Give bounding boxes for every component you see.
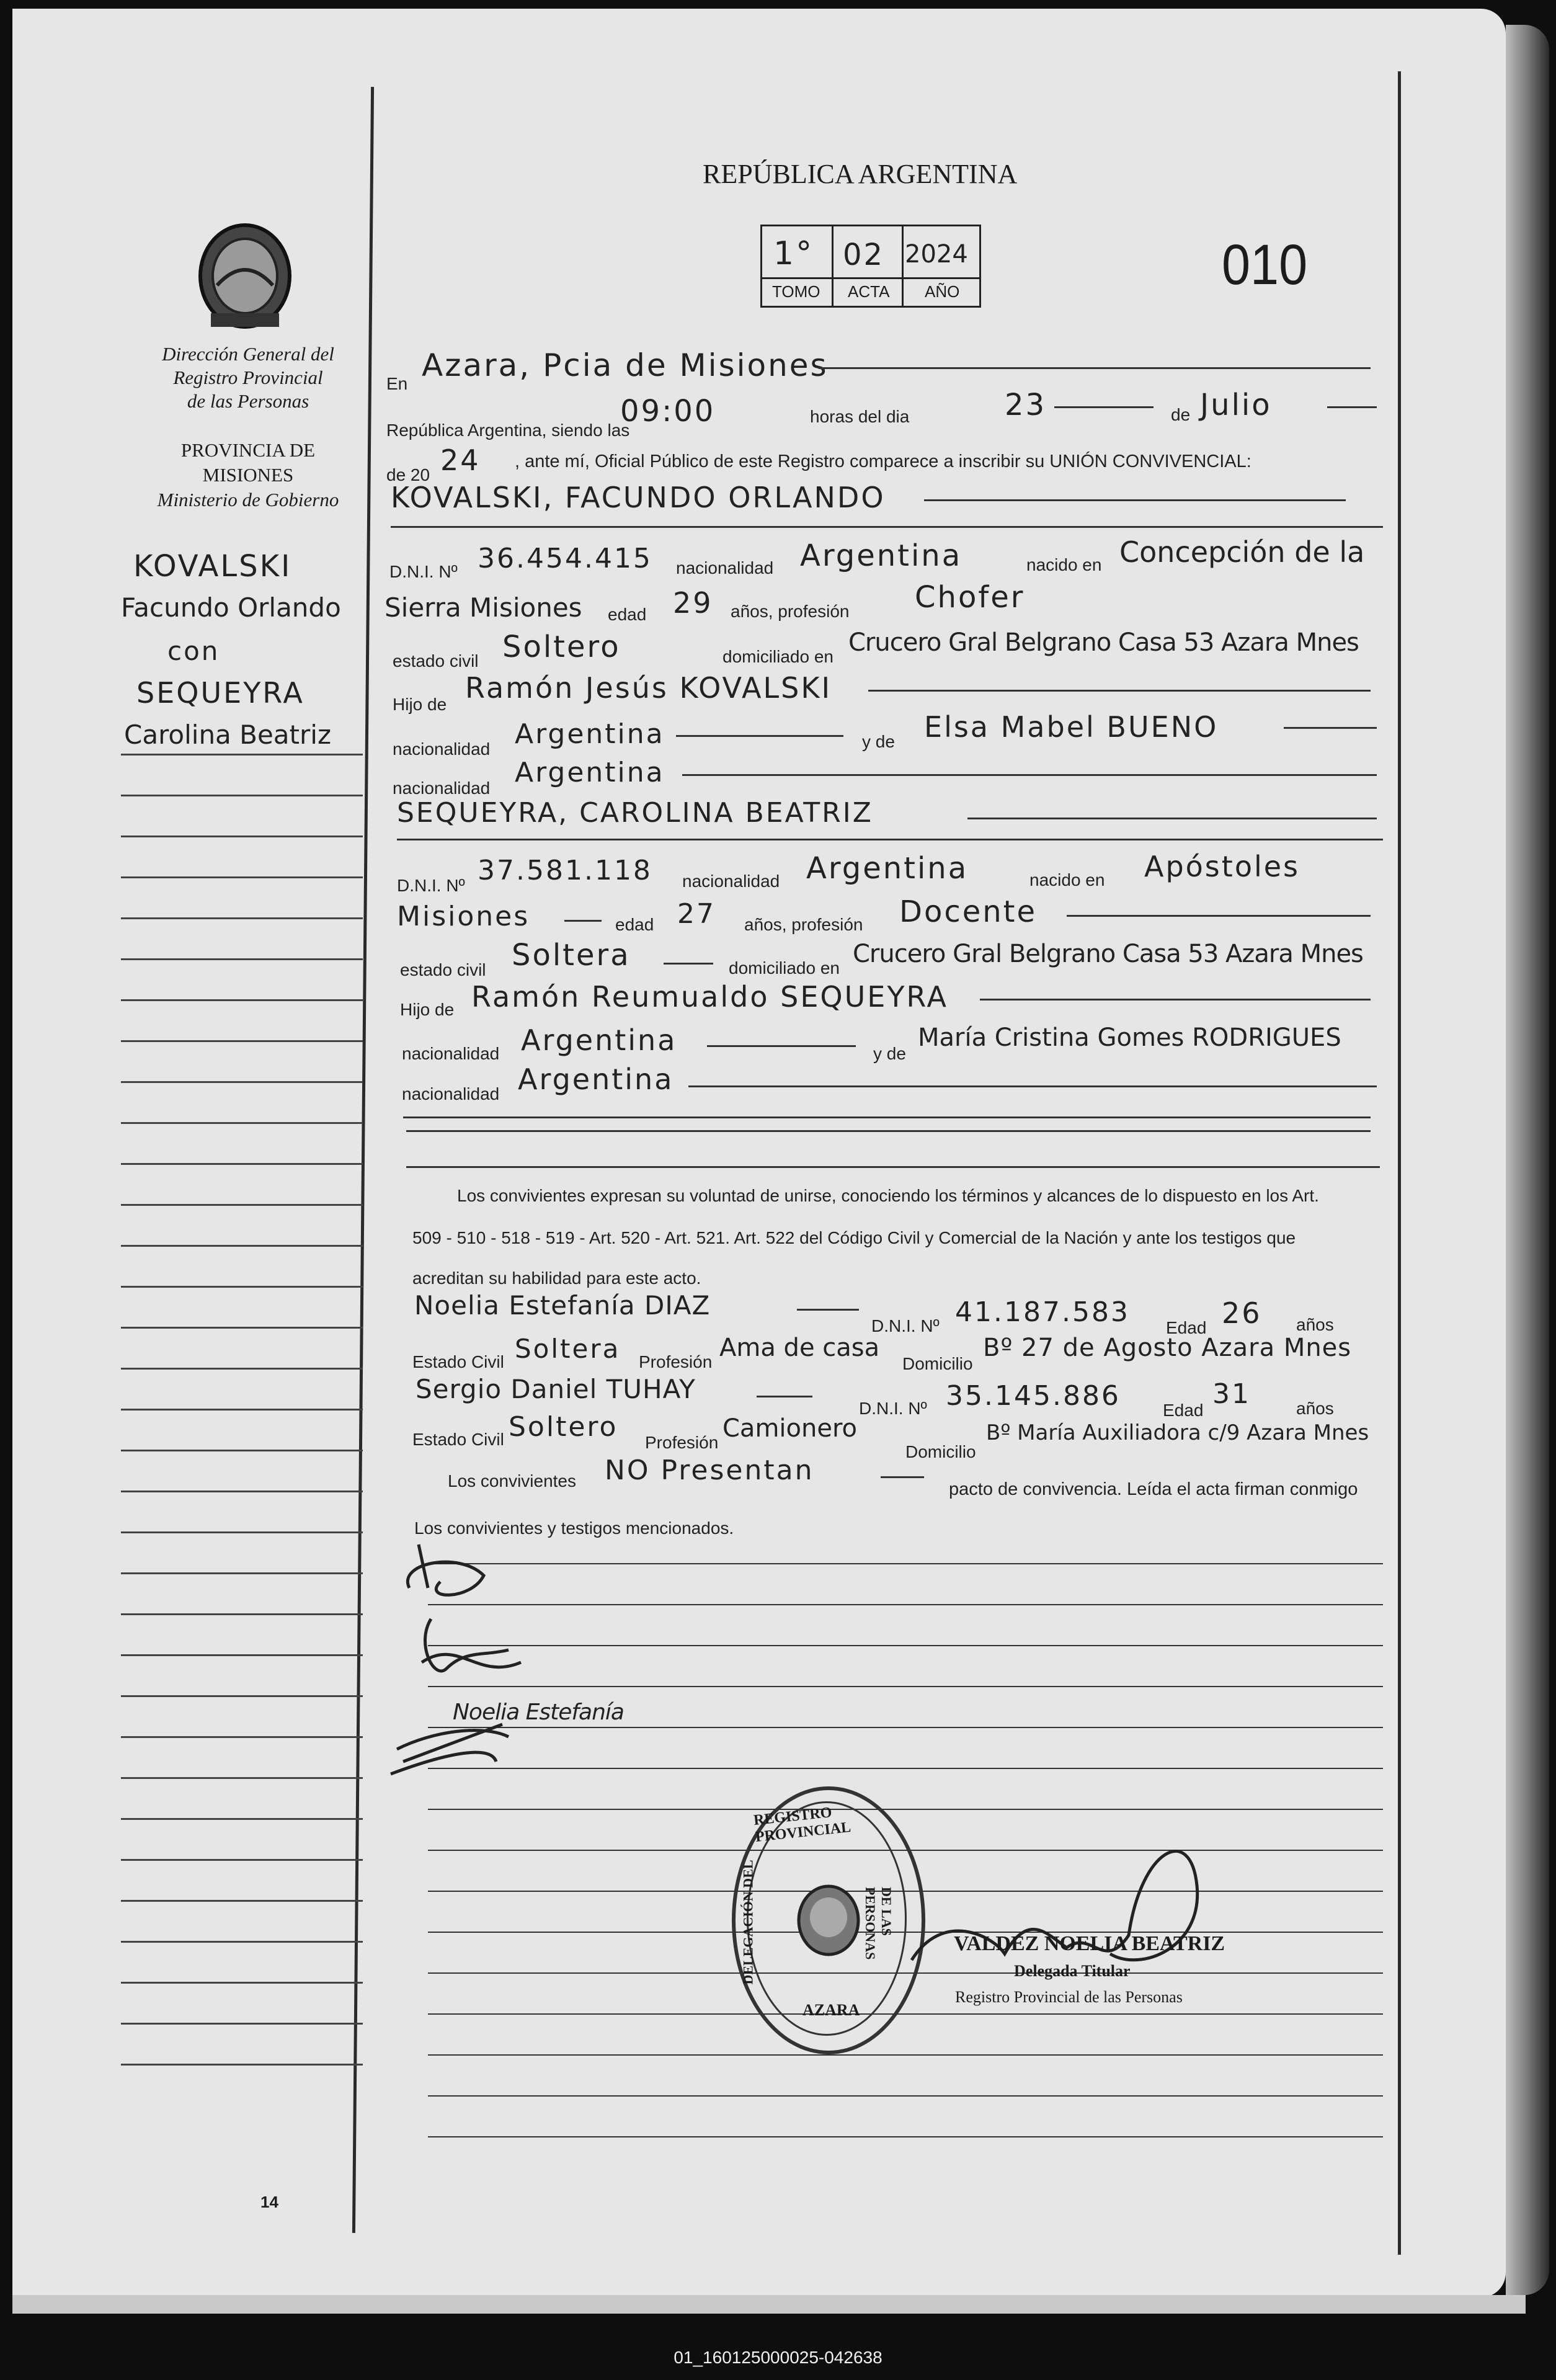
label-edad-2: edad xyxy=(615,915,654,934)
label-horas: horas del dia xyxy=(810,407,910,426)
person1-dni: 36.454.415 xyxy=(478,543,652,574)
pact-text: pacto de convivencia. Leída el acta firman conmigo xyxy=(949,1479,1358,1499)
person2-nationality: Argentina xyxy=(806,851,969,886)
office-line-3: de las Personas xyxy=(187,390,309,412)
label-w1-dom: Domicilio xyxy=(902,1354,973,1373)
act-place: Azara, Pcia de Misiones xyxy=(422,347,829,383)
margin-note-2: Facundo Orlando xyxy=(121,592,341,623)
witness1-dni: 41.187.583 xyxy=(955,1296,1130,1328)
margin-ruled-line xyxy=(121,1286,363,1288)
witness1-civil-status: Soltera xyxy=(515,1334,621,1364)
label-yde-2: y de xyxy=(873,1044,906,1063)
office-line-1: Dirección General del xyxy=(162,343,334,365)
margin-ruled-line xyxy=(121,1736,363,1738)
label-w2-prof: Profesión xyxy=(645,1433,719,1452)
witness1-age: 26 xyxy=(1222,1296,1262,1330)
anio-label: AÑO xyxy=(925,282,960,301)
label-estado-1: estado civil xyxy=(393,651,479,671)
act-year: 24 xyxy=(440,443,481,477)
person2-civil-status: Soltera xyxy=(512,938,631,973)
official-title: Delegada Titular xyxy=(1014,1962,1131,1980)
margin-ruled-line xyxy=(121,2023,363,2025)
tomo-value: 1° xyxy=(773,235,814,272)
acta-value: 02 xyxy=(843,238,885,272)
person2-father: Ramón Reumualdo SEQUEYRA xyxy=(471,980,948,1014)
office-line-2: Registro Provincial xyxy=(173,367,323,388)
margin-ruled-line xyxy=(121,917,363,919)
label-republica: República Argentina, siendo las xyxy=(386,421,630,440)
person2-birthplace-a: Apóstoles xyxy=(1144,850,1300,883)
label-anios-2: años, profesión xyxy=(744,915,863,934)
margin-line-right xyxy=(1398,71,1401,2255)
label-convivientes: Los convivientes xyxy=(448,1471,577,1491)
margin-ruled-line xyxy=(121,1245,363,1247)
margin-ruled-line xyxy=(121,1327,363,1329)
label-en: En xyxy=(386,374,408,393)
label-dni-2: D.N.I. Nº xyxy=(397,876,465,895)
person1-father: Ramón Jesús KOVALSKI xyxy=(465,671,832,705)
witness2-profession: Camionero xyxy=(722,1414,857,1443)
label-w2-dom: Domicilio xyxy=(905,1442,976,1461)
margin-ruled-line xyxy=(121,1450,363,1451)
label-dni-1: D.N.I. Nº xyxy=(389,562,458,581)
label-w2-edad: Edad xyxy=(1163,1401,1204,1420)
person2-profession: Docente xyxy=(899,894,1038,929)
country-title: REPÚBLICA ARGENTINA xyxy=(703,159,1018,189)
stamp-crest-icon xyxy=(794,1883,863,1958)
label-mother-nac-2: nacionalidad xyxy=(402,1084,500,1103)
label-w1-prof: Profesión xyxy=(639,1352,713,1371)
margin-note-3: con xyxy=(167,636,220,666)
margin-ruled-line xyxy=(121,876,363,878)
stamp-text-top: REGISTRO PROVINCIAL xyxy=(752,1804,852,1845)
stamp-text-left: DELEGACIÓN DEL xyxy=(740,1860,756,1985)
witness2-name: Sergio Daniel TUHAY xyxy=(416,1374,696,1404)
witness1-profession: Ama de casa xyxy=(719,1334,880,1362)
act-number: 010 xyxy=(1222,233,1308,296)
margin-ruled-line xyxy=(121,1491,363,1492)
legal-line-2: 509 - 510 - 518 - 519 - Art. 520 - Art. 521. Art. 522 del Código Civil y Comercial de la Nación y ante los testigos que xyxy=(412,1228,1296,1247)
signature-ruled-line xyxy=(428,2054,1383,2056)
label-father-nac-1: nacionalidad xyxy=(393,739,491,759)
margin-ruled-line xyxy=(121,1695,363,1697)
label-nac-2: nacionalidad xyxy=(682,871,780,891)
label-dom-2: domiciliado en xyxy=(729,958,840,978)
act-month: Julio xyxy=(1200,388,1272,422)
person1-civil-status: Soltero xyxy=(502,630,621,664)
label-nac-1: nacionalidad xyxy=(676,558,774,577)
margin-ruled-line xyxy=(121,836,363,837)
official-office: Registro Provincial de las Personas xyxy=(955,1988,1183,2006)
person2-mother: María Cristina Gomes RODRIGUES xyxy=(918,1023,1341,1052)
label-hijo-2: Hijo de xyxy=(400,1000,455,1019)
margin-ruled-line xyxy=(121,1900,363,1902)
margin-ruled-line xyxy=(121,795,363,796)
label-w1-estado: Estado Civil xyxy=(412,1352,504,1371)
province-line-2: MISIONES xyxy=(202,464,294,486)
margin-ruled-line xyxy=(121,1204,363,1206)
margin-ruled-line xyxy=(121,1654,363,1656)
person2-name: SEQUEYRA, CAROLINA BEATRIZ xyxy=(397,797,873,829)
label-estado-2: estado civil xyxy=(400,960,486,979)
person2-mother-nationality: Argentina xyxy=(518,1063,674,1096)
legal-line-1: Los convivientes expresan su voluntad de unirse, conociendo los términos y alcances de lo dispuesto en los Art. xyxy=(457,1186,1319,1205)
label-w1-anios: años xyxy=(1296,1315,1334,1334)
margin-ruled-line xyxy=(121,1859,363,1861)
margin-ruled-line xyxy=(121,1982,363,1984)
acta-label: ACTA xyxy=(848,282,890,301)
signature-ruled-line xyxy=(428,2013,1383,2015)
margin-ruled-line xyxy=(121,754,363,755)
official-stamp xyxy=(732,1786,925,2054)
margin-ruled-line xyxy=(121,1368,363,1370)
label-nacido-1: nacido en xyxy=(1026,555,1102,574)
act-day: 23 xyxy=(1005,388,1047,422)
label-de-month: de xyxy=(1171,405,1191,424)
label-anios-1: años, profesión xyxy=(731,602,850,621)
margin-ruled-line xyxy=(121,1081,363,1083)
person1-nationality: Argentina xyxy=(800,538,962,573)
label-yde-1: y de xyxy=(862,732,895,751)
witness2-age: 31 xyxy=(1212,1378,1251,1410)
label-w2-anios: años xyxy=(1296,1399,1334,1418)
registry-box xyxy=(760,225,981,308)
pact-value: NO Presentan xyxy=(605,1455,814,1486)
label-ante-mi: , ante mí, Oficial Público de este Registro comparece a inscribir su UNIÓN CONVIVENCIAL: xyxy=(515,452,1251,471)
witness-signature-name: Noelia Estefanía xyxy=(453,1700,624,1725)
signature-ruled-line xyxy=(428,2136,1383,2137)
margin-note-4: SEQUEYRA xyxy=(136,676,305,710)
person1-mother-nationality: Argentina xyxy=(515,757,665,788)
footer-id: 01_160125000025-042638 xyxy=(674,2348,882,2367)
person1-birthplace-a: Concepción de la xyxy=(1119,535,1365,569)
label-w1-dni: D.N.I. Nº xyxy=(871,1316,940,1335)
margin-note-1: KOVALSKI xyxy=(133,549,292,584)
margin-ruled-line xyxy=(121,999,363,1001)
person2-age: 27 xyxy=(677,898,716,930)
person1-address: Crucero Gral Belgrano Casa 53 Azara Mnes xyxy=(848,628,1359,657)
label-mother-nac-1: nacionalidad xyxy=(393,778,491,798)
margin-ruled-line xyxy=(121,1531,363,1533)
margin-note-5: Carolina Beatriz xyxy=(124,720,331,750)
closing-text: Los convivientes y testigos mencionados. xyxy=(414,1518,734,1538)
anio-value: 2024 xyxy=(905,240,968,269)
witness2-address: Bº María Auxiliadora c/9 Azara Mnes xyxy=(986,1420,1369,1445)
official-name: VALDEZ NOELIA BEATRIZ xyxy=(954,1932,1225,1955)
person1-mother: Elsa Mabel BUENO xyxy=(924,710,1219,744)
page-edge-shadow xyxy=(1506,25,1549,2295)
margin-ruled-line xyxy=(121,1777,363,1779)
margin-ruled-line xyxy=(121,1040,363,1042)
label-nacido-2: nacido en xyxy=(1029,870,1105,889)
person2-father-nationality: Argentina xyxy=(521,1023,677,1057)
page-number: 14 xyxy=(260,2193,278,2211)
margin-ruled-line xyxy=(121,1163,363,1165)
person2-dni: 37.581.118 xyxy=(478,855,652,886)
label-w2-dni: D.N.I. Nº xyxy=(859,1399,927,1418)
margin-ruled-line xyxy=(121,958,363,960)
label-father-nac-2: nacionalidad xyxy=(402,1044,500,1063)
label-hijo-1: Hijo de xyxy=(393,695,447,714)
margin-ruled-line xyxy=(121,1818,363,1820)
act-time: 09:00 xyxy=(620,394,716,429)
label-w2-estado: Estado Civil xyxy=(412,1430,504,1449)
margin-ruled-line xyxy=(121,2064,363,2066)
legal-line-3: acreditan su habilidad para este acto. xyxy=(412,1268,701,1288)
person1-birthplace-b: Sierra Misiones xyxy=(385,592,582,623)
person1-profession: Chofer xyxy=(915,580,1025,615)
page-bottom-edge xyxy=(12,2295,1526,2314)
signature-ruled-line xyxy=(428,2095,1383,2097)
witness1-address: Bº 27 de Agosto Azara Mnes xyxy=(983,1334,1352,1362)
tomo-label: TOMO xyxy=(772,282,820,301)
ministry-label: Ministerio de Gobierno xyxy=(157,489,339,510)
province-line-1: PROVINCIA DE xyxy=(180,439,316,461)
person2-birthplace-b: Misiones xyxy=(397,901,530,932)
person1-father-nationality: Argentina xyxy=(515,718,665,750)
person2-address: Crucero Gral Belgrano Casa 53 Azara Mnes xyxy=(853,940,1363,968)
person1-name: KOVALSKI, FACUNDO ORLANDO xyxy=(391,481,886,514)
margin-ruled-line xyxy=(121,1941,363,1943)
witness2-civil-status: Soltero xyxy=(509,1411,618,1443)
margin-ruled-line xyxy=(121,1409,363,1411)
stamp-text-right: DE LAS PERSONAS xyxy=(863,1887,894,1960)
label-dom-1: domiciliado en xyxy=(722,647,834,666)
witness1-name: Noelia Estefanía DIAZ xyxy=(414,1290,711,1321)
margin-ruled-line xyxy=(121,1572,363,1574)
provincial-crest-icon xyxy=(192,217,298,335)
label-edad-1: edad xyxy=(608,605,647,624)
witness2-dni: 35.145.886 xyxy=(946,1380,1121,1412)
label-de20: de 20 xyxy=(386,465,430,484)
label-w1-edad: Edad xyxy=(1166,1318,1207,1337)
margin-ruled-line xyxy=(121,1613,363,1615)
person1-age: 29 xyxy=(673,586,713,620)
stamp-text-bottom: AZARA xyxy=(802,2001,860,2019)
signature-scribbles xyxy=(385,1538,633,1799)
margin-ruled-line xyxy=(121,1122,363,1124)
